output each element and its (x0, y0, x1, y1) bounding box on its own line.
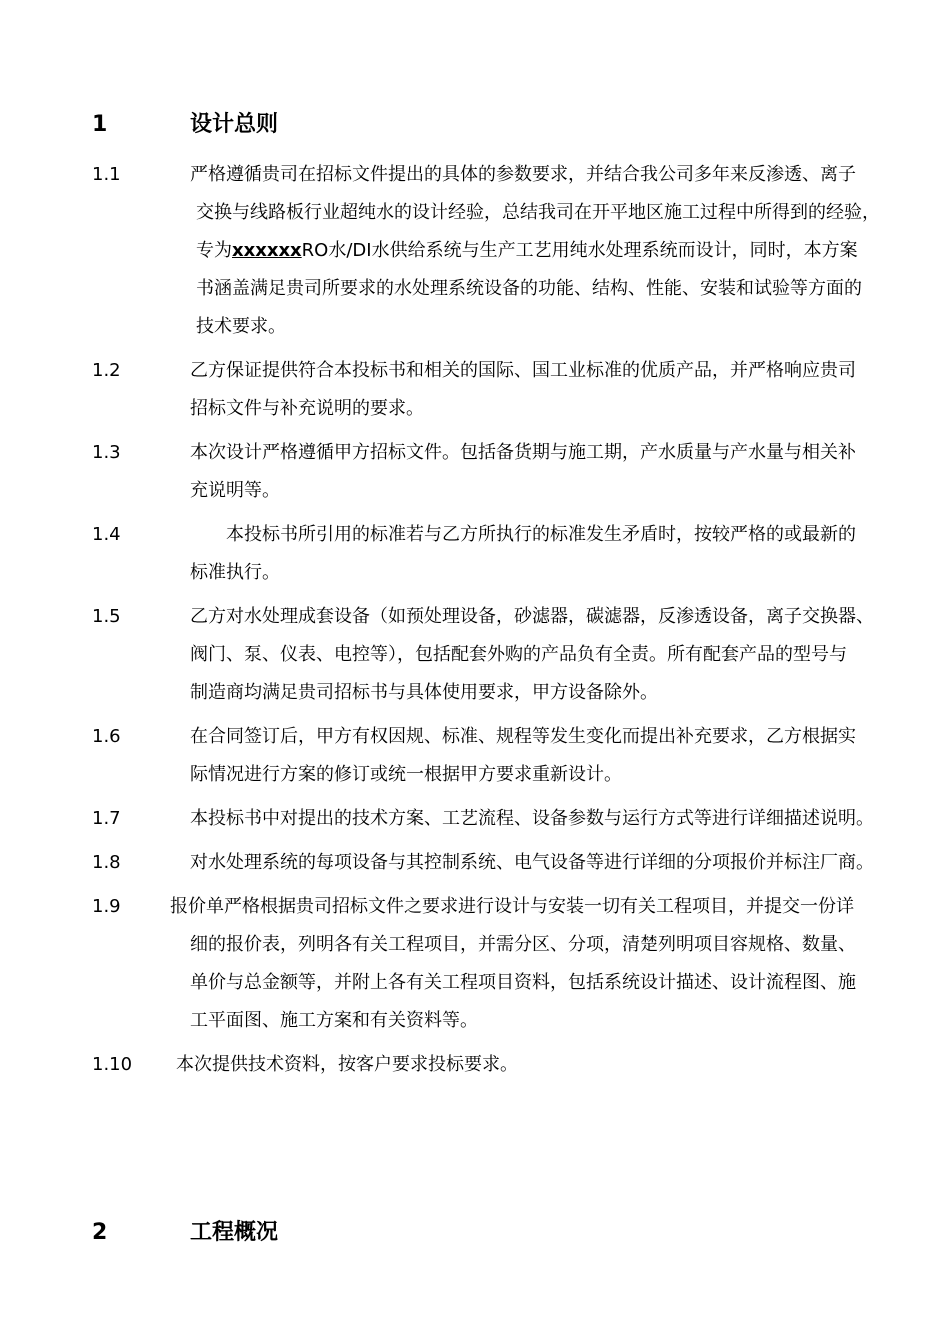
clause-text-line: 充说明等。 (190, 480, 280, 501)
section-number: 2 (92, 1220, 108, 1245)
clause-text-line: 在合同签订后，甲方有权因规、标准、规程等发生变化而提出补充要求，乙方根据实 (190, 726, 856, 747)
clause-text-line: 招标文件与补充说明的要求。 (190, 398, 424, 419)
clause-number: 1.3 (92, 442, 121, 463)
clause-text-line: 本次设计严格遵循甲方招标文件。包括备货期与施工期，产水质量与产水量与相关补 (190, 442, 856, 463)
clause-text-line: 乙方对水处理成套设备（如预处理设备，砂滤器，碳滤器，反渗透设备，离子交换器、 (190, 606, 874, 627)
clause-number: 1.1 (92, 164, 121, 185)
clause-text-line: 报价单严格根据贵司招标文件之要求进行设计与安装一切有关工程项目，并提交一份详 (170, 896, 854, 917)
clause-number: 1.8 (92, 852, 121, 873)
clause-text-line: 本投标书所引用的标准若与乙方所执行的标准发生矛盾时，按较严格的或最新的 (226, 524, 856, 545)
clause-text-line: 严格遵循贵司在招标文件提出的具体的参数要求，并结合我公司多年来反渗透、离子 (190, 164, 856, 185)
clause-number: 1.5 (92, 606, 121, 627)
clause-text-line: 乙方保证提供符合本投标书和相关的国际、国工业标准的优质产品，并严格响应贵司 (190, 360, 856, 381)
clause-text-line: 书涵盖满足贵司所要求的水处理系统设备的功能、结构、性能、安装和试验等方面的 (196, 278, 862, 299)
clause-text-line: 细的报价表，列明各有关工程项目，并需分区、分项，清楚列明项目容规格、数量、 (190, 934, 856, 955)
clause-text-prefix: 专为 (196, 240, 232, 261)
clause-text-line (196, 236, 858, 266)
clause-text-rest: RO水/DI水供给系统与生产工艺用纯水处理系统而设计，同时，本方案 (301, 240, 858, 261)
section-title: 设计总则 (190, 112, 279, 137)
clause-number: 1.10 (92, 1054, 133, 1075)
clause-text-line: 阀门、泵、仪表、电控等），包括配套外购的产品负有全责。所有配套产品的型号与 (190, 644, 847, 665)
clause-text-line: 本投标书中对提出的技术方案、工艺流程、设备参数与运行方式等进行详细描述说明。 (190, 808, 874, 829)
clause-number: 1.4 (92, 524, 121, 545)
clause-text-line: 制造商均满足贵司招标书与具体使用要求，甲方设备除外。 (190, 682, 658, 703)
clause-text-line: 工平面图、施工方案和有关资料等。 (190, 1010, 478, 1031)
clause-number: 1.6 (92, 726, 121, 747)
section-number: 1 (92, 112, 108, 137)
clause-text-line: 际情况进行方案的修订或统一根据甲方要求重新设计。 (190, 764, 622, 785)
clause-text-line: 交换与线路板行业超纯水的设计经验，总结我司在开平地区施工过程中所得到的经验， (196, 202, 880, 223)
section-title: 工程概况 (190, 1220, 279, 1245)
clause-text-line: 对水处理系统的每项设备与其控制系统、电气设备等进行详细的分项报价并标注厂商。 (190, 852, 874, 873)
clause-text-line: 单价与总金额等，并附上各有关工程项目资料，包括系统设计描述、设计流程图、施 (190, 972, 856, 993)
clause-number: 1.9 (92, 896, 121, 917)
clause-text-line: 技术要求。 (196, 316, 286, 337)
clause-number: 1.2 (92, 360, 121, 381)
clause-text-line: 本次提供技术资料，按客户要求投标要求。 (176, 1054, 518, 1075)
clause-text-line: 标准执行。 (190, 562, 280, 583)
client-name-placeholder: xxxxxx (232, 240, 302, 261)
clause-number: 1.7 (92, 808, 121, 829)
